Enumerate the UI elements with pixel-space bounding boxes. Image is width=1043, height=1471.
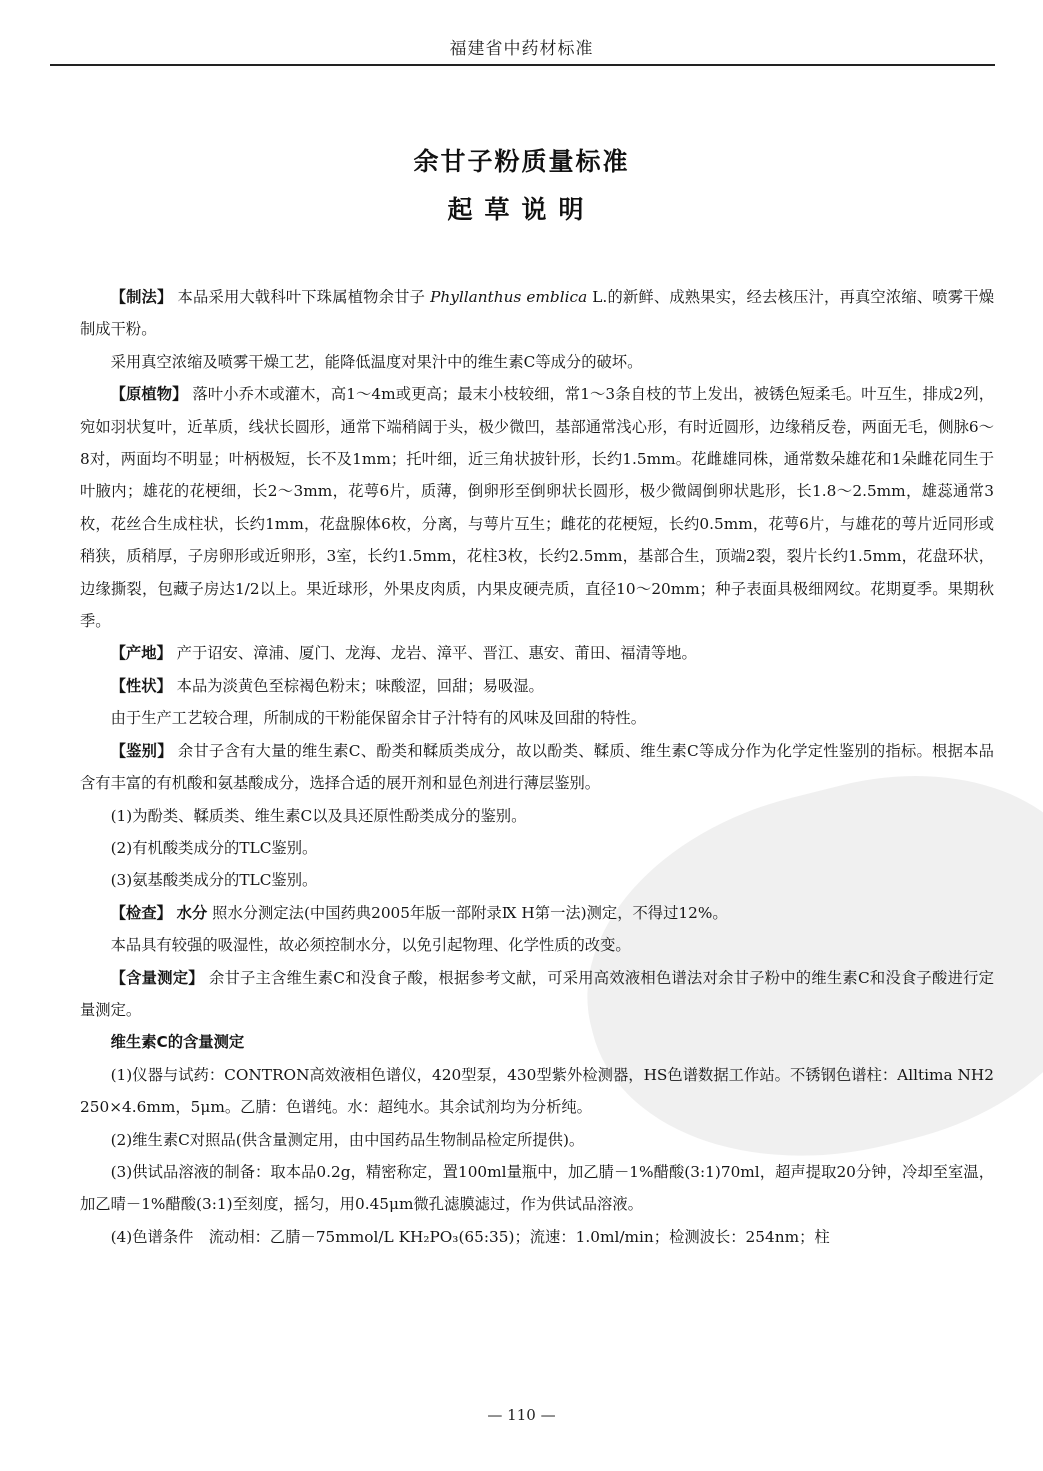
section-xingzhuang bbox=[80, 670, 994, 702]
section-hanliang bbox=[80, 962, 994, 1027]
section-tag: 【鉴别】 bbox=[110, 741, 173, 760]
body-text bbox=[80, 281, 994, 1253]
section-tag: 【原植物】 bbox=[110, 385, 188, 404]
header-rule bbox=[50, 64, 995, 66]
section-tag: 【含量测定】 bbox=[110, 968, 204, 987]
page-number: — 110 — bbox=[487, 1406, 556, 1424]
list-item: (2)维生素C对照品(供含量测定用，由中国药品生物制品检定所提供)。 bbox=[110, 1130, 585, 1149]
paragraph-text: 落叶小乔木或灌木，高1～4m或更高；最末小枝较细，常1～3条自枝的节上发出，被锈色短柔毛。叶互生，排成2列，宛如羽状复叶，近革质，线状长圆形，通常下端稍阔于头，极少微凹，基部通常浅心形，有时近圆形，边缘稍反卷，两面无毛，侧脉6～8对，两面均不明显；叶柄极短，长不及1mm；托叶细，近三角状披针形，长约1.5mm。花雌雄同株，通常数朵雄花和1朵雌花同生于叶腋内；雄花的花梗细，长2～3mm，花萼6片，质薄，倒卵形至倒卵状长圆形，极少微阔倒卵状匙形，长1.8～2.5mm，雄蕊通常3枚，花丝合生成柱状，长约1mm，花盘腺体6枚，分离，与萼片互生；雌花的花梗短，长约0.5mm，花萼6片，与雄花的萼片近同形或稍狭，质稍厚，子房卵形或近卵形，3室，长约1.5mm，花柱3枚，长约2.5mm，基部合生，顶端2裂，裂片长约1.5mm，花盘环状，边缘撕裂，包藏子房达1/2以上。果近球形，外果皮肉质，内果皮硬壳质，直径10～20mm；种子表面具极细网纹。花期夏季。果期秋季。 bbox=[80, 385, 994, 631]
list-item: (3)氨基酸类成分的TLC鉴别。 bbox=[110, 871, 318, 890]
paragraph: 本品具有较强的吸湿性，故必须控制水分，以免引起物理、化学性质的改变。 bbox=[110, 936, 631, 955]
list-item: (2)有机酸类成分的TLC鉴别。 bbox=[110, 838, 318, 857]
paragraph: 由于生产工艺较合理，所制成的干粉能保留余甘子汁特有的风味及回甜的特性。 bbox=[110, 709, 646, 728]
document-subtitle: 起草说明 bbox=[447, 195, 596, 224]
section-yuanzhiwu bbox=[80, 378, 994, 637]
section-tag: 【制法】 bbox=[110, 288, 173, 306]
section-tag: 【产地】 bbox=[110, 644, 172, 663]
paragraph: 采用真空浓缩及喷雾干燥工艺，能降低温度对果汁中的维生素C等成分的破坏。 bbox=[110, 352, 643, 371]
paragraph-text: L.的新鲜、成熟果实，经去核压汁，再真空浓缩、喷雾干燥制成干粉。 bbox=[80, 288, 994, 339]
section-tag: 【性状】 bbox=[110, 676, 172, 695]
section-jiancha bbox=[80, 897, 994, 929]
paragraph-text: 本品为淡黄色至棕褐色粉末；味酸涩，回甜；易吸湿。 bbox=[176, 676, 544, 695]
paragraph-text: 产于诏安、漳浦、厦门、龙海、龙岩、漳平、晋江、惠安、莆田、福清等地。 bbox=[176, 644, 697, 663]
sub-tag: 水分 bbox=[176, 903, 208, 922]
section-tag: 【检查】 bbox=[110, 903, 172, 922]
paragraph-text: 本品采用大戟科叶下珠属植物余甘子 bbox=[177, 288, 426, 306]
list-item: (1)仪器与试药：CONTRON高效液相色谱仪，420型泵，430型紫外检测器，HS色谱数据工作站。不锈钢色谱柱：Alltima NH2 250×4.6mm，5μm。乙腈：色谱纯。水：超纯水。其余试剂均为分析纯。 bbox=[80, 1065, 994, 1117]
document-title: 余甘子粉质量标准 bbox=[413, 147, 630, 176]
paragraph-text: 余甘子主含维生素C和没食子酸，根据参考文献，可采用高效液相色谱法对余甘子粉中的维生素C和没食子酸进行定量测定。 bbox=[80, 968, 994, 1019]
section-zhifa bbox=[80, 281, 994, 346]
list-item: (4)色谱条件 流动相：乙腈－75mmol/L KH₂PO₃(65:35)；流速：1.0ml/min；检测波长：254nm；柱 bbox=[110, 1227, 830, 1246]
section-jianbie bbox=[80, 735, 994, 800]
paragraph-text: 余甘子含有大量的维生素C、酚类和鞣质类成分，故以酚类、鞣质、维生素C等成分作为化学定性鉴别的指标。根据本品含有丰富的有机酸和氨基酸成分，选择合适的展开剂和显色剂进行薄层鉴别。 bbox=[80, 741, 994, 793]
latin-name: Phyllanthus emblica bbox=[430, 288, 588, 306]
list-item: (3)供试品溶液的制备：取本品0.2g，精密称定，置100ml量瓶中，加乙腈－1%醋酸(3:1)70ml，超声提取20分钟，冷却至室温，加乙晴－1%醋酸(3:1)至刻度，摇匀，用0.45μm微孔滤膜滤过，作为供试品溶液。 bbox=[80, 1162, 994, 1214]
sub-heading: 维生素C的含量测定 bbox=[110, 1033, 245, 1052]
section-chandi bbox=[80, 637, 994, 669]
paragraph-text: 照水分测定法(中国药典2005年版一部附录Ⅸ H第一法)测定，不得过12%。 bbox=[212, 903, 728, 922]
running-header: 福建省中药材标准 bbox=[449, 39, 594, 59]
list-item: (1)为酚类、鞣质类、维生素C以及具还原性酚类成分的鉴别。 bbox=[110, 806, 527, 825]
